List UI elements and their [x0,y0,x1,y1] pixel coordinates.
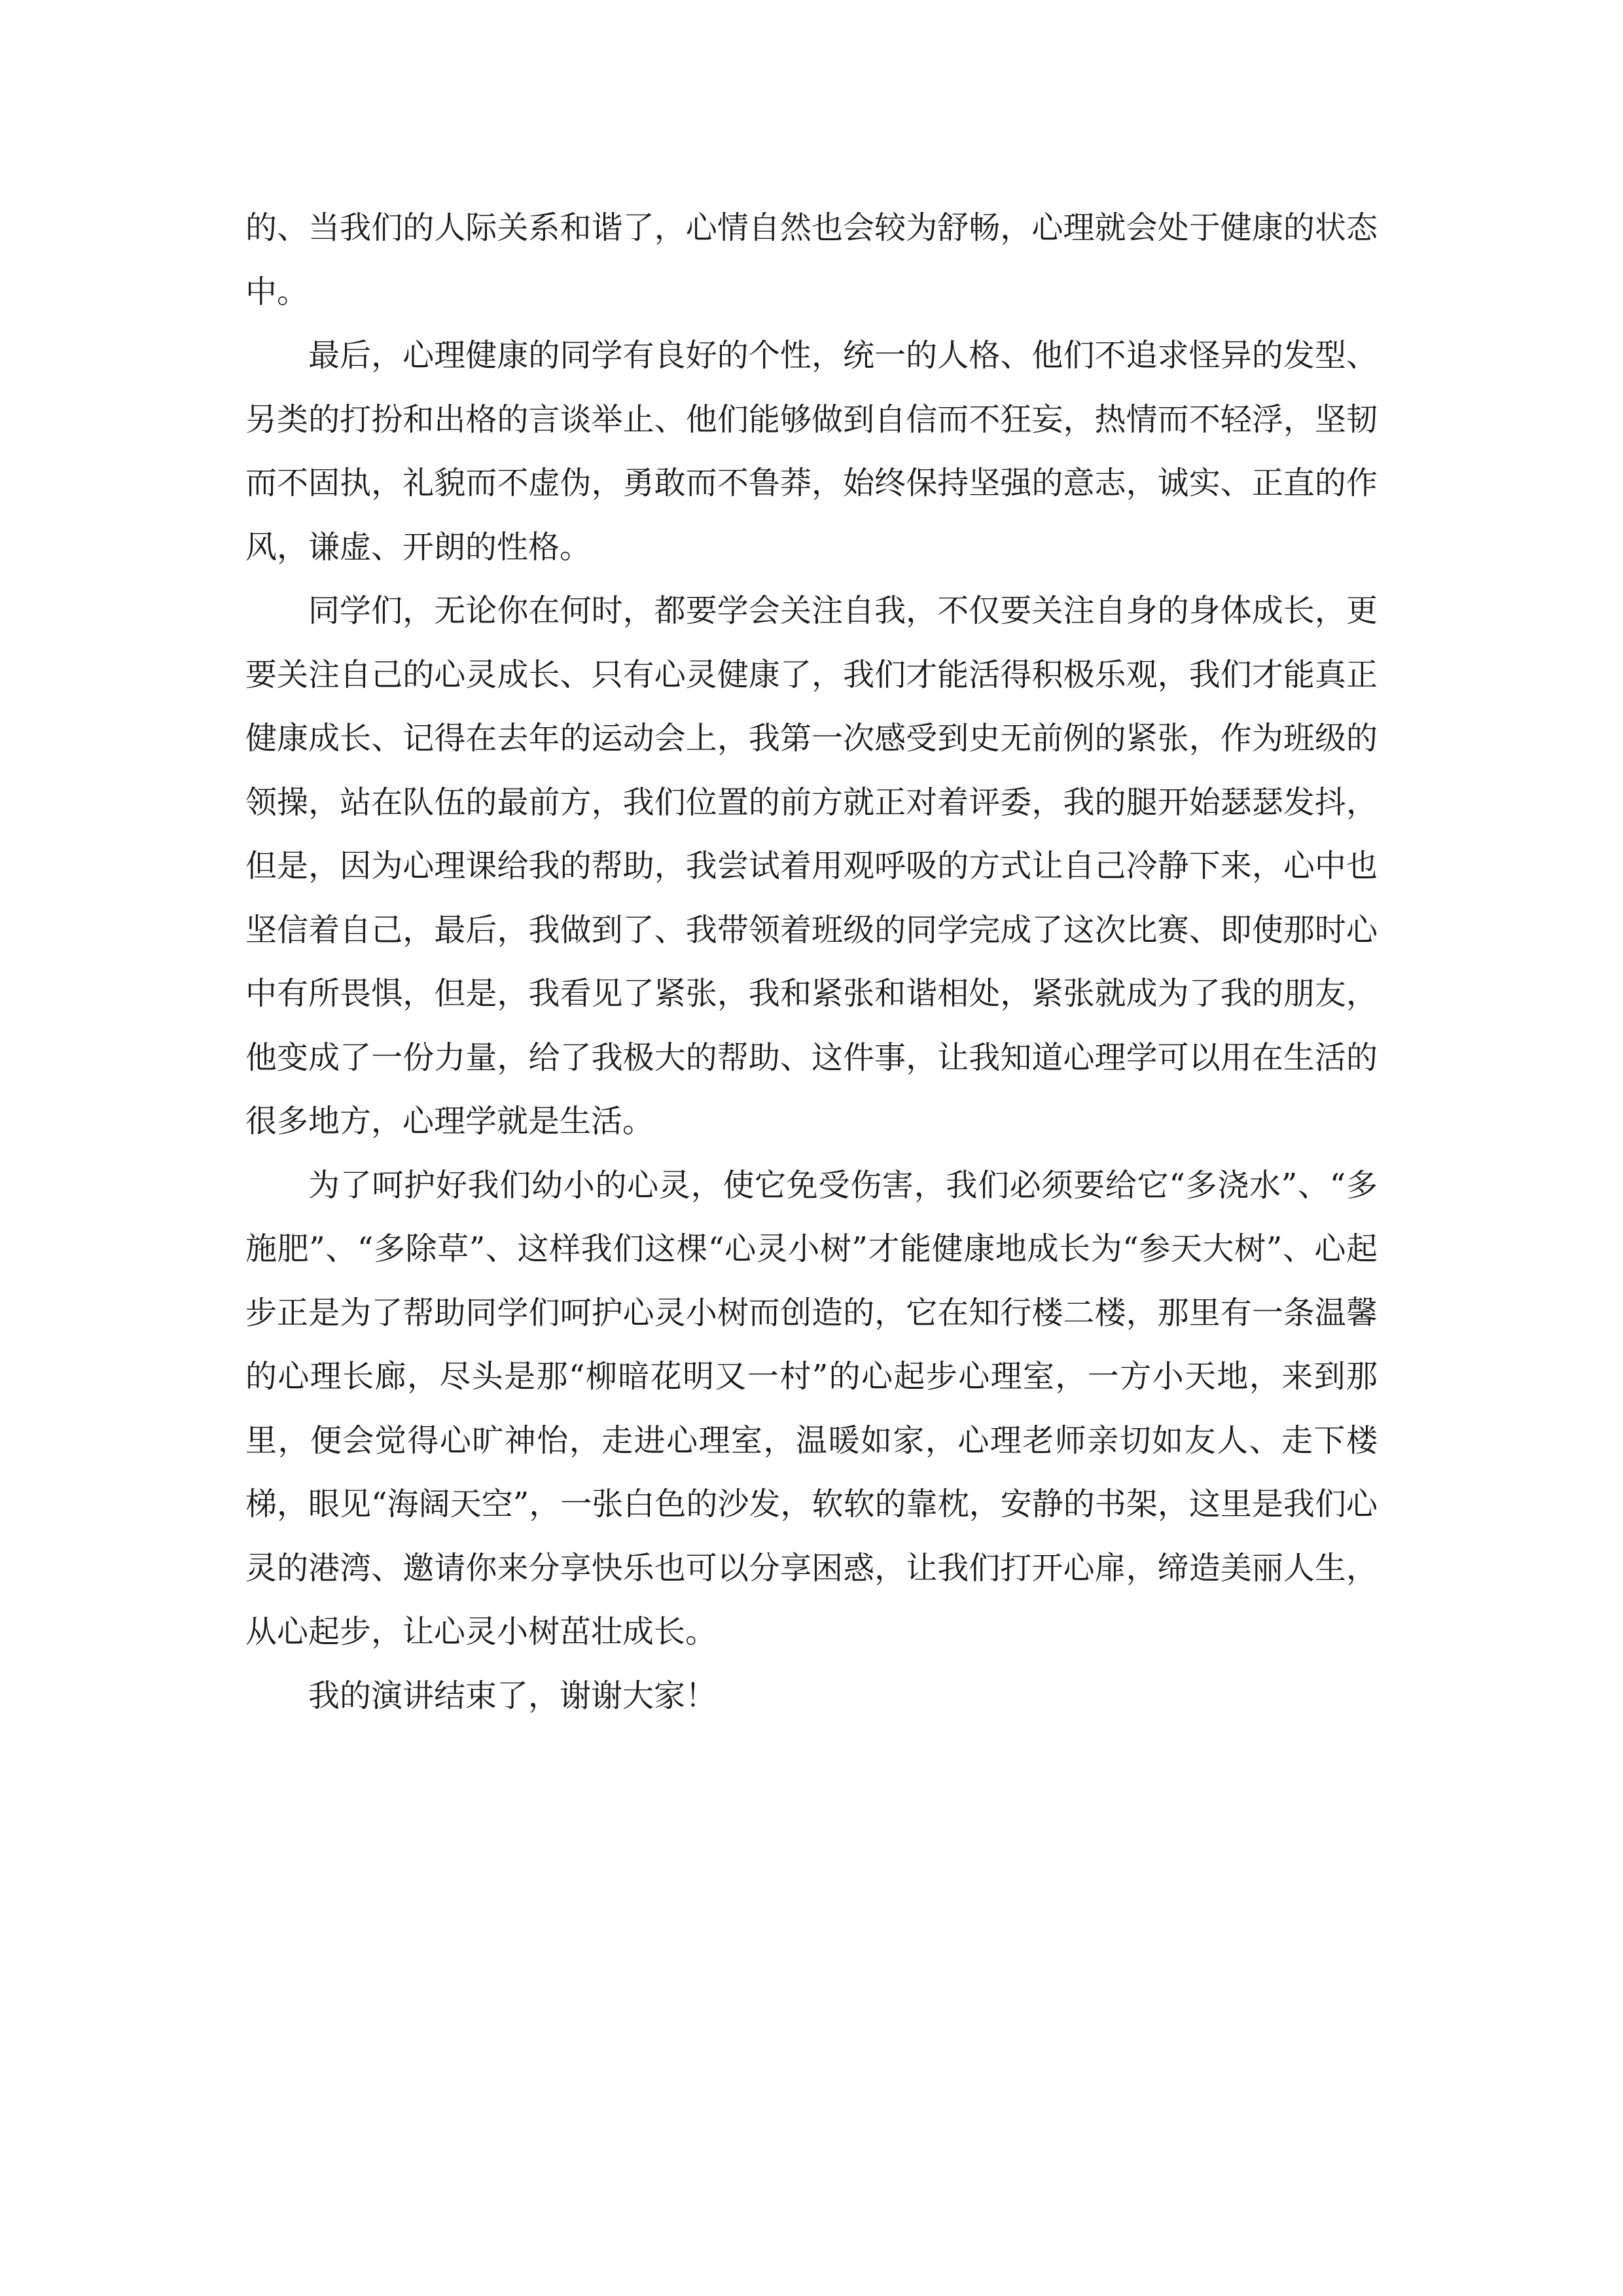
paragraph-personality: 最后，心理健康的同学有良好的个性，统一的人格、他们不追求怪异的发型、另类的打扮和出格的言谈举止、他们能够做到自信而不狂妄，热情而不轻浮，坚韧而不固执，礼貌而不虚伪，勇敢而不鲁莽，始终保持坚强的意志，诚实、正直的作风，谦虚、开朗的性格。 [245,337,1378,565]
paragraph-heart-start-room: 为了呵护好我们幼小的心灵，使它免受伤害，我们必须要给它“多浇水”、“多施肥”、“多除草”、这样我们这棵“心灵小树”才能健康地成长为“参天大树”、心起步正是为了帮助同学们呵护心灵小树而创造的，它在知行楼二楼，那里有一条温馨的心理长廊，尽头是那“柳暗花明又一村”的心起步心理室，一方小天地，来到那里，便会觉得心旷神怡，走进心理室，温暖如家，心理老师亲切如友人、走下楼梯，眼见“海阔天空”，一张白色的沙发，软软的靠枕，安静的书架，这里是我们心灵的港湾、邀请你来分享快乐也可以分享困惑，让我们打开心扉，缔造美丽人生，从心起步，让心灵小树茁壮成长。 [245,1166,1378,1650]
paragraph-continued: 的、当我们的人际关系和谐了，心情自然也会较为舒畅，心理就会处于健康的状态中。 [245,209,1378,310]
speech-body [245,196,1378,1728]
paragraph-closing: 我的演讲结束了，谢谢大家！ [308,1677,717,1714]
paragraph-self-care: 同学们，无论你在何时，都要学会关注自我，不仅要关注自身的身体成长，更要关注自己的心灵成长、只有心灵健康了，我们才能活得积极乐观，我们才能真正健康成长、记得在去年的运动会上，我第一次感受到史无前例的紧张，作为班级的领操，站在队伍的最前方，我们位置的前方就正对着评委，我的腿开始瑟瑟发抖，但是，因为心理课给我的帮助，我尝试着用观呼吸的方式让自己冷静下来，心中也坚信着自己，最后，我做到了、我带领着班级的同学完成了这次比赛、即使那时心中有所畏惧，但是，我看见了紧张，我和紧张和谐相处，紧张就成为了我的朋友，他变成了一份力量，给了我极大的帮助、这件事，让我知道心理学可以用在生活的很多地方，心理学就是生活。 [245,592,1378,1139]
